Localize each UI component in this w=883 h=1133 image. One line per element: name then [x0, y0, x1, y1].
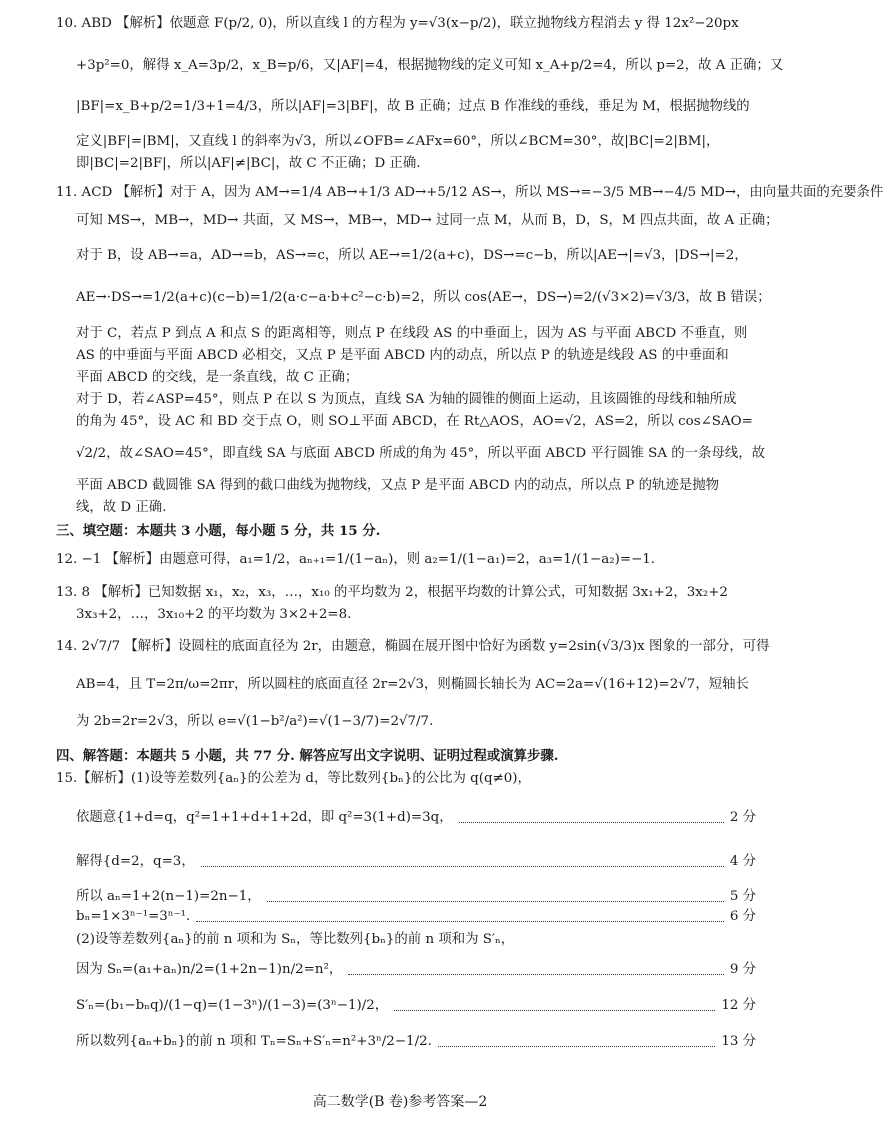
section-3-heading: 三、填空题：本题共 3 小题，每小题 5 分，共 15 分. — [56, 523, 381, 539]
q11-line-1: 11. ACD 【解析】对于 A，因为 AM→=1/4 AB→+1/3 AD→+5/12 AS→，所以 MS→=−3/5 MB→−4/5 MD→，由向量共面的充要条件 — [56, 185, 883, 200]
q15-step-4 — [76, 907, 756, 927]
q11-line-7: 平面 ABCD 的交线，是一条直线，故 C 正确； — [76, 370, 359, 385]
q15-step-7-points: 12 分 — [721, 998, 756, 1013]
q15-step-3 — [76, 887, 756, 907]
q15-step-2-text: 解得{d=2，q=3， — [76, 854, 195, 869]
q15-step-2-points: 4 分 — [729, 854, 756, 869]
q15-step-4-text: bₙ=1×3ⁿ⁻¹=3ⁿ⁻¹. — [76, 909, 191, 924]
q13-line-1: 13. 8 【解析】已知数据 x₁，x₂，x₃，…，x₁₀ 的平均数为 2，根据平均数的计算公式，可知数据 3x₁+2，3x₂+2 — [56, 585, 728, 600]
q15-step-1-points: 2 分 — [729, 810, 756, 825]
q15-step-6-points: 9 分 — [729, 962, 756, 977]
q15-step-6-text: 因为 Sₙ=(a₁+aₙ)n/2=(1+2n−1)n/2=n²， — [76, 962, 343, 977]
q15-step-4-points: 6 分 — [729, 909, 756, 924]
q15-step-8 — [76, 1032, 756, 1052]
q15-step-1-text: 依题意{1+d=q，q²=1+1+d+1+2d，即 q²=3(1+d)=3q， — [76, 810, 453, 825]
q15-step-8-text: 所以数列{aₙ+bₙ}的前 n 项和 Tₙ=Sₙ+S′ₙ=n²+3ⁿ/2−1/2. — [76, 1034, 432, 1049]
q11-line-8: 对于 D，若∠ASP=45°，则点 P 在以 S 为顶点，直线 SA 为轴的圆锥的侧面上运动，且该圆锥的母线和轴所成 — [76, 392, 737, 407]
leader-dots — [459, 822, 724, 823]
q15-step-7 — [76, 996, 756, 1016]
q11-line-10: √2/2，故∠SAO=45°，即直线 SA 与底面 ABCD 所成的角为 45°，所以平面 ABCD 平行圆锥 SA 的一条母线，故 — [76, 446, 766, 461]
leader-dots — [348, 974, 724, 975]
q10-line-1: 10. ABD 【解析】依题意 F(p/2, 0)，所以直线 l 的方程为 y=√3(x−p/2)，联立抛物线方程消去 y 得 12x²−20px — [56, 16, 739, 31]
leader-dots — [438, 1046, 715, 1047]
q11-line-5: 对于 C，若点 P 到点 A 和点 S 的距离相等，则点 P 在线段 AS 的中垂面上，因为 AS 与平面 ABCD 不垂直，则 — [76, 326, 748, 341]
q15-heading: 15.【解析】(1)设等差数列{aₙ}的公差为 d，等比数列{bₙ}的公比为 q(q≠0)， — [56, 771, 531, 786]
q13-line-2: 3x₃+2，…，3x₁₀+2 的平均数为 3×2+2=8. — [76, 607, 352, 622]
q15-step-1 — [76, 808, 756, 828]
q11-line-4: AE→·DS→=1/2(a+c)(c−b)=1/2(a·c−a·b+c²−c·b)=2，所以 cos⟨AE→，DS→⟩=2/(√3×2)=√3/3，故 B 错误； — [76, 290, 771, 305]
q11-line-12: 线，故 D 正确. — [76, 500, 167, 515]
q10-line-5: 即|BC|=2|BF|，所以|AF|≠|BC|，故 C 不正确；D 正确. — [76, 156, 421, 171]
q11-line-6: AS 的中垂面与平面 ABCD 必相交，又点 P 是平面 ABCD 内的动点，所以点 P 的轨迹是线段 AS 的中垂面和 — [76, 348, 729, 363]
q11-line-3: 对于 B，设 AB→=a，AD→=b，AS→=c，所以 AE→=1/2(a+c)，DS→=c−b，所以|AE→|=√3，|DS→|=2， — [76, 248, 748, 263]
page-footer: 高二数学(B 卷)参考答案—2 — [312, 1094, 488, 1110]
q14-line-1: 14. 2√7/7 【解析】设圆柱的底面直径为 2r，由题意，椭圆在展开图中恰好为函数 y=2sin(√3/3)x 图象的一部分，可得 — [56, 639, 770, 654]
q15-step-8-points: 13 分 — [721, 1034, 756, 1049]
q10-line-2: +3p²=0，解得 x_A=3p/2，x_B=p/6，又|AF|=4，根据抛物线的定义可知 x_A+p/2=4，所以 p=2，故 A 正确；又 — [76, 58, 784, 73]
q11-line-2: 可知 MS→，MB→，MD→ 共面，又 MS→，MB→，MD→ 过同一点 M，从而 B，D，S，M 四点共面，故 A 正确； — [76, 213, 779, 228]
q15-step-3-text: 所以 aₙ=1+2(n−1)=2n−1， — [76, 889, 261, 904]
q11-line-9: 的角为 45°，设 AC 和 BD 交于点 O，则 SO⊥平面 ABCD，在 Rt△AOS，AO=√2，AS=2，所以 cos∠SAO= — [76, 414, 753, 429]
q15-step-6 — [76, 960, 756, 980]
q15-step-2 — [76, 852, 756, 872]
q15-step-7-text: S′ₙ=(b₁−bₙq)/(1−q)=(1−3ⁿ)/(1−3)=(3ⁿ−1)/2， — [76, 998, 389, 1013]
leader-dots — [394, 1010, 715, 1011]
section-4-heading: 四、解答题：本题共 5 小题，共 77 分. 解答应写出文字说明、证明过程或演算步骤. — [56, 748, 559, 764]
q10-line-3: |BF|=x_B+p/2=1/3+1=4/3，所以|AF|=3|BF|，故 B 正确；过点 B 作准线的垂线，垂足为 M，根据抛物线的 — [76, 99, 750, 114]
q15-step-3-points: 5 分 — [729, 889, 756, 904]
q10-line-4: 定义|BF|=|BM|，又直线 l 的斜率为√3，所以∠OFB=∠AFx=60°，所以∠BCM=30°，故|BC|=2|BM|， — [76, 134, 720, 149]
leader-dots — [201, 866, 724, 867]
q11-line-11: 平面 ABCD 截圆锥 SA 得到的截口曲线为抛物线，又点 P 是平面 ABCD 内的动点，所以点 P 的轨迹是抛物 — [76, 478, 719, 493]
q14-line-3: 为 2b=2r=2√3，所以 e=√(1−b²/a²)=√(1−3/7)=2√7/7. — [76, 714, 434, 729]
q14-line-2: AB=4，且 T=2π/ω=2πr，所以圆柱的底面直径 2r=2√3，则椭圆长轴长为 AC=2a=√(16+12)=2√7，短轴长 — [76, 677, 749, 692]
leader-dots — [196, 921, 724, 922]
leader-dots — [267, 901, 724, 902]
q12-line: 12. −1 【解析】由题意可得，a₁=1/2，aₙ₊₁=1/(1−aₙ)，则 a₂=1/(1−a₁)=2，a₃=1/(1−a₂)=−1. — [56, 552, 656, 567]
q15-part-2-heading: (2)设等差数列{aₙ}的前 n 项和为 Sₙ，等比数列{bₙ}的前 n 项和为 S′ₙ， — [76, 932, 515, 947]
